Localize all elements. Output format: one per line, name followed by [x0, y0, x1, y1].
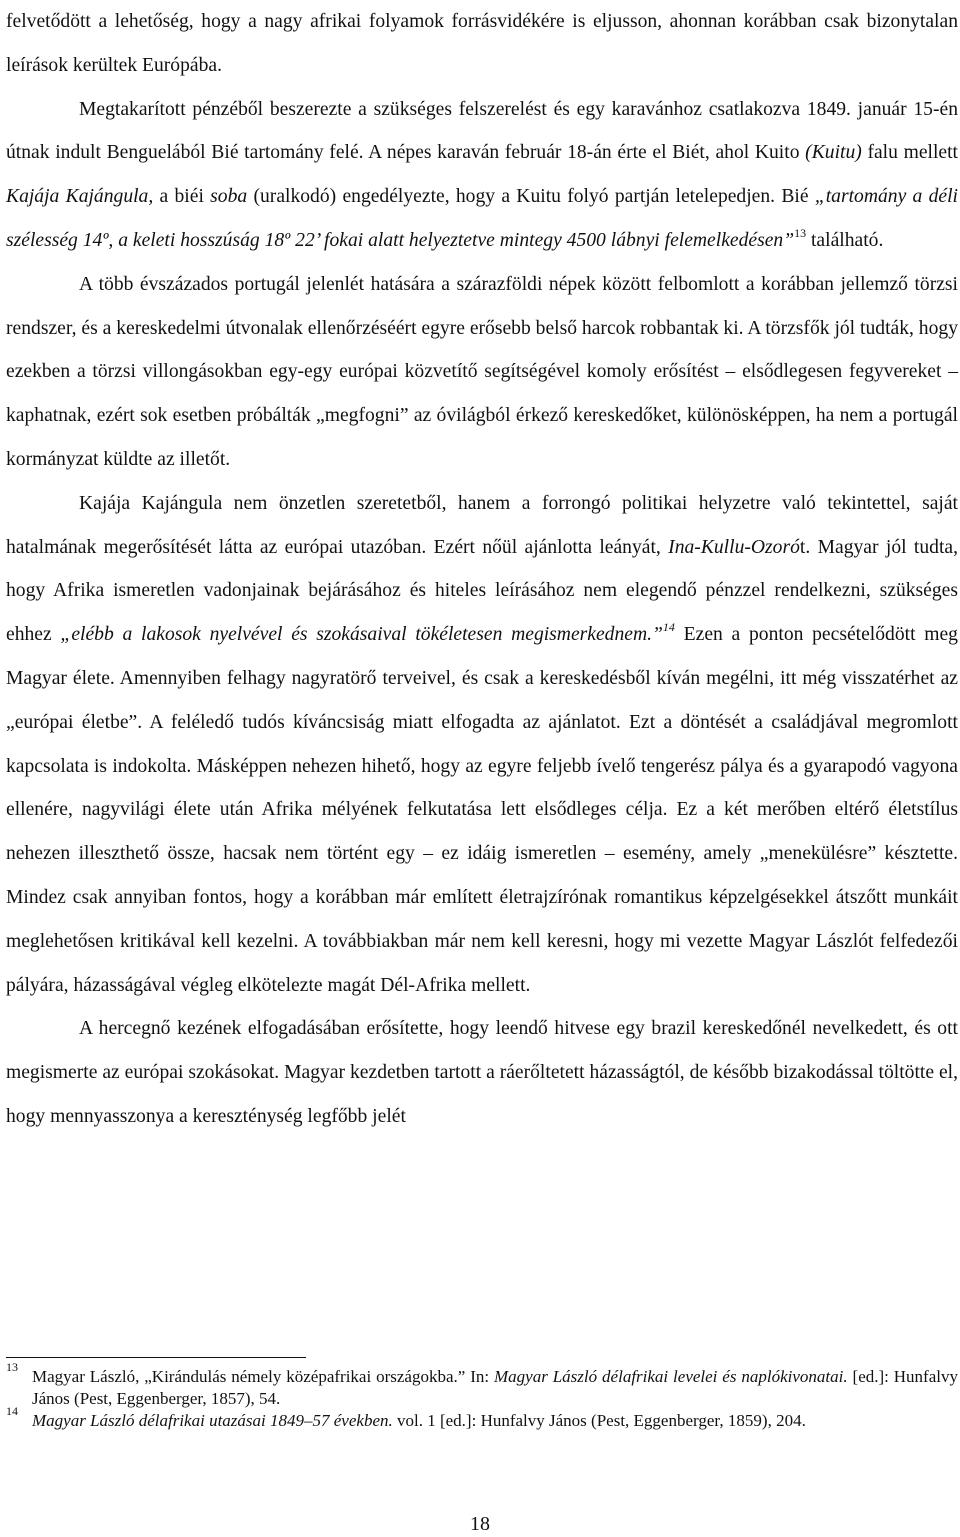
- text-run: felvetődött a lehetőség, hogy a nagy afrikai folyamok forrásvidékére is eljusson, ahonnan korábban csak bizonytalan leírások kerültek Európába.: [6, 11, 958, 76]
- italic-text: Ina-Kullu-Ozoró: [668, 536, 800, 558]
- text-run: a biéi: [153, 186, 211, 208]
- footnote-number: 13: [6, 1360, 18, 1374]
- text-run: Ezen a ponton pecsételődött meg Magyar élete. Amennyiben felhagy nagyratörő terveivel, és csak a kereskedésből kíván megélni, itt még visszatérhet az „európai életbe”. A feléledő tudós kíváncsiság miatt elfogadta az ajánlatot. Ezt a döntését a családjával megromlott kapcsolata is indokolta. Másképpen nehezen hihető, hogy az egyre feljebb ívelő tengerész pálya és a gyarapodó vagyona ellenére, nagyvilági élete után Afrika mélyének felkutatása lett elsődleges célja. Ez a két merőben eltérő életstílus nehezen illeszthető össze, hacsak nem történt egy – ez idáig ismeretlen – esemény, amely „menekülésre” késztette. Mindez csak annyiban fontos, hogy a korábban már említett életrajzírónak romantikus képzelgésekkel átszőtt munkáit meglehetősen kritikával kell kezelni. A továbbiakban már nem kell keresni, hogy mi vezette Magyar Lászlót felfedezői pályára, házasságával végleg elkötelezte magát Dél-Afrika mellett.: [6, 624, 958, 996]
- italic-text: Magyar László délafrikai utazásai 1849–57 években.: [32, 1411, 393, 1430]
- text-run: falu mellett: [861, 142, 958, 164]
- italic-text: soba: [210, 186, 248, 208]
- text-run: található.: [806, 229, 884, 251]
- footnotes: [6, 1360, 958, 1433]
- text-run: Magyar László, „Kirándulás némely középafrikai országokba.” In:: [32, 1367, 494, 1386]
- paragraph: [6, 1007, 958, 1138]
- italic-text: „tartomány a déli szélesség 14º, a keleti hosszúság 18º 22’ fokai alatt helyeztetve mintegy 4500 lábnyi felemelkedésen”: [6, 186, 958, 251]
- footnote-reference: 14: [662, 620, 675, 635]
- paragraph: [6, 88, 958, 263]
- italic-text: (Kuitu): [805, 142, 862, 164]
- page-number: 18: [470, 1513, 490, 1535]
- body-text: [6, 0, 958, 1139]
- footnote-number: 14: [6, 1404, 18, 1418]
- italic-text: „elébb a lakosok nyelvével és szokásaival tökéletesen megismerkednem.”: [60, 624, 663, 646]
- footnote: [6, 1404, 958, 1432]
- footnote-reference: 13: [794, 225, 807, 240]
- italic-text: Magyar László délafrikai levelei és naplókivonatai.: [494, 1367, 848, 1386]
- italic-text: Kajája Kajángula,: [6, 186, 154, 208]
- text-run: [ed.]: Hunfalvy János (Pest, Eggenberger, 1857), 54.: [32, 1367, 958, 1408]
- footnote: [6, 1360, 958, 1409]
- text-run: t. Magyar jól tudta, hogy Afrika ismeretlen vadonjainak bejárásához és hiteles leírásához nem elegendő pénzzel rendelkezni, szükséges ehhez: [6, 536, 958, 646]
- paragraph: [6, 482, 958, 1008]
- paragraph: [6, 263, 958, 482]
- text-run: vol. 1 [ed.]: Hunfalvy János (Pest, Eggenberger, 1859), 204.: [392, 1411, 806, 1430]
- text-run: (uralkodó) engedélyezte, hogy a Kuitu folyó partján letelepedjen. Bié: [247, 186, 815, 208]
- text-run: Megtakarított pénzéből beszerezte a szükséges felszerelést és egy karavánhoz csatlakozva 1849. január 15-én útnak indult Benguelából Bié tartomány felé. A népes karaván február 18-án érte el Biét, ahol Kuito: [6, 98, 958, 164]
- paragraph: [6, 0, 958, 88]
- text-run: A több évszázados portugál jelenlét hatására a szárazföldi népek között felbomlott a korábban jellemző törzsi rendszer, és a kereskedelmi útvonalak ellenőrzéséért egyre erősebb belső harcok robbantak ki. A törzsfők jól tudták, hogy ezekben a törzsi villongásokban egy-egy európai közvetítő segítségével komoly erősítést – elsődlegesen fegyvereket – kaphatnak, ezért sok esetben próbálták „megfogni” az óvilágból érkező kereskedőket, különösképpen, ha nem a portugál kormányzat küldte az illetőt.: [6, 273, 958, 470]
- text-run: A hercegnő kezének elfogadásában erősítette, hogy leendő hitvese egy brazil kereskedőnél nevelkedett, és ott megismerte az európai szokásokat. Magyar kezdetben tartott a ráerőltetett házasságtól, de később bizakodással töltötte el, hogy mennyasszonya a kereszténység legfőbb jelét: [6, 1018, 958, 1127]
- footnote-separator: [6, 1357, 306, 1358]
- text-run: Kajája Kajángula nem önzetlen szeretetből, hanem a forrongó politikai helyzetre való tekintettel, saját hatalmának megerősítését látta az európai utazóban. Ezért nőül ajánlotta leányát,: [6, 492, 958, 558]
